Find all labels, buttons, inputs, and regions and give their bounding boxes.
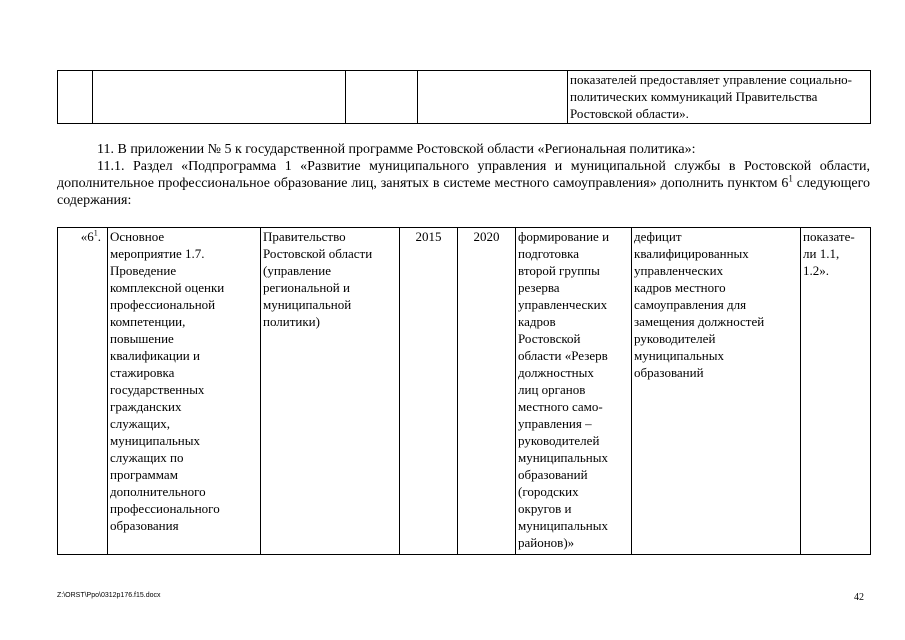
measures-table [57, 227, 871, 555]
superscript: 1 [788, 173, 793, 184]
table-row [58, 228, 871, 555]
continued-table [57, 70, 871, 124]
item-number-end: . [97, 229, 101, 244]
year-end-cell: 2020 [458, 228, 516, 555]
item-number-sup: 1 [93, 228, 98, 238]
result-cell: формирование и подготовка второй группы резерва управленческих кадров Ростовской области «Резерв должностных лиц органов местного само- управления – руководителей муниципальных образований (городских округов и муниципальных районов)» [516, 228, 632, 555]
table-cell [346, 71, 418, 124]
paragraph-11-1 [57, 158, 870, 209]
indicators-cell: показате- ли 1.1, 1.2». [801, 228, 871, 555]
table-cell [93, 71, 346, 124]
page-number: 42 [854, 592, 864, 603]
paragraph-11: 11. В приложении № 5 к государственной программе Ростовской области «Региональная политика»: [97, 142, 696, 157]
footer-file-path: Z:\ORST\Ppo\0312p176.f15.docx [57, 592, 161, 599]
table-cell-text: показателей предоставляет управление социально-политических коммуникаций Правительства Ростовской области». [568, 71, 871, 124]
paragraph-11-1-end: следующего содержания: [57, 176, 871, 208]
item-number-cell [58, 228, 108, 555]
consequence-cell: дефицит квалифицированных управленческих кадров местного самоуправления для замещения должностей руководителей муниципальных образований [632, 228, 801, 555]
item-number: «6 [80, 229, 94, 244]
year-start-cell: 2015 [400, 228, 458, 555]
table-cell [418, 71, 568, 124]
paragraph-11-1-text: 11.1. Раздел «Подпрограмма 1 «Развитие муниципального управления и муниципальной службы в Ростовской области, дополнительное профессиональное образование лиц, занятых в системе местного самоуправления» дополнить пунктом 6 [57, 159, 870, 191]
table-cell [58, 71, 93, 124]
table-row [58, 71, 871, 124]
executor-cell: Правительство Ростовской области (управление региональной и муниципальной политики) [261, 228, 400, 555]
measure-cell: Основное мероприятие 1.7. Проведение комплексной оценки профессиональной компетенции, повышение квалификации и стажировка государственных гражданских служащих, муниципальных служащих по программам дополнительного профессионального образования [108, 228, 261, 555]
